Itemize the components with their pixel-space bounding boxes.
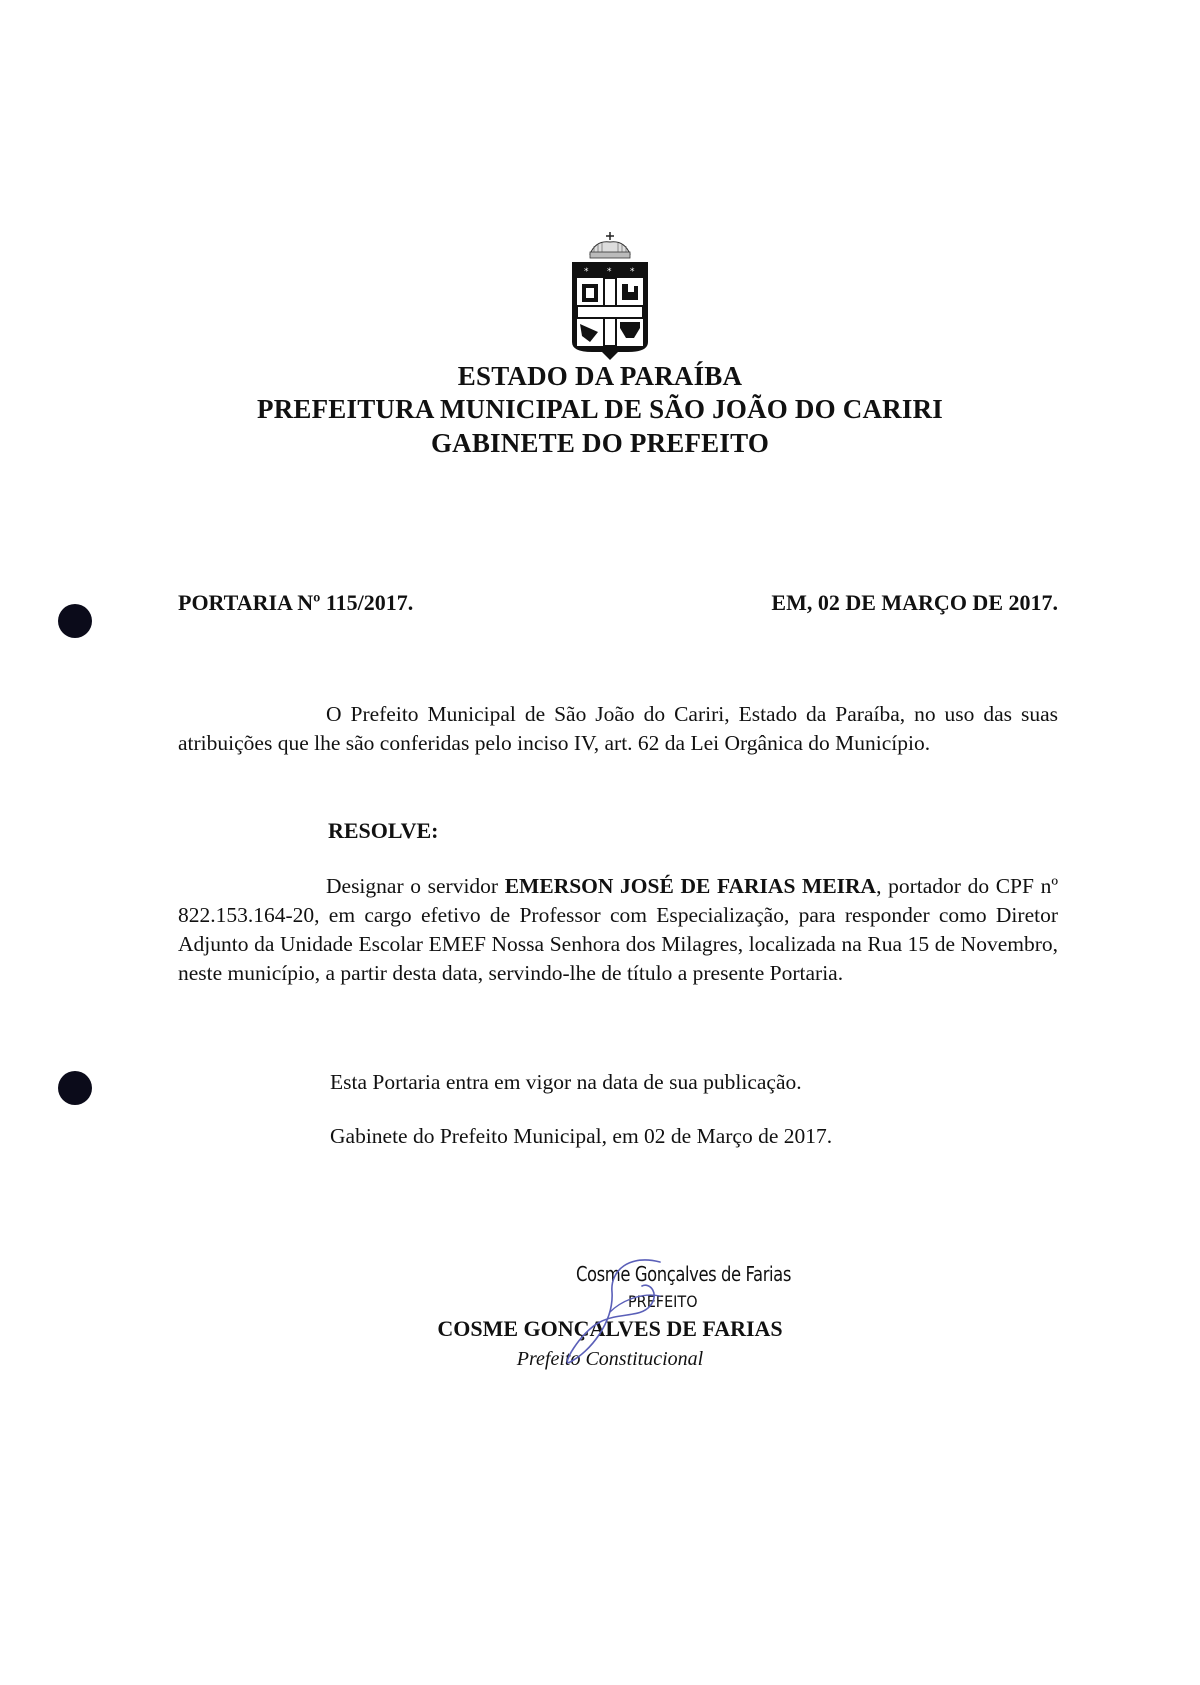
svg-text:*: * [630,267,635,277]
signature-block [400,1262,850,1392]
resolve-heading: RESOLVE: [328,818,439,843]
stamp-name: Cosme Gonçalves de Farias [576,1262,791,1286]
svg-text:*: * [584,267,589,277]
municipal-crest-icon [568,232,652,360]
portaria-number: PORTARIA Nº 115/2017. [178,590,414,615]
svg-text:*: * [607,267,612,277]
signatory-name: COSME GONÇALVES DE FARIAS [437,1316,783,1341]
designated-name: EMERSON JOSÉ DE FARIAS MEIRA [504,874,877,898]
portaria-date: EM, 02 DE MARÇO DE 2017. [771,590,1058,615]
designation-paragraph [178,872,1058,988]
effective-clause: Esta Portaria entra em vigor na data de sua publicação. [330,1070,802,1094]
portaria-header [178,590,1058,624]
place-date-line: Gabinete do Prefeito Municipal, em 02 de Março de 2017. [330,1124,833,1148]
stamp-title: PREFEITO [628,1292,698,1311]
header-municipality: PREFEITURA MUNICIPAL DE SÃO JOÃO DO CARIRI [257,394,943,424]
designation-text: , portador do CPF nº 822.153.164-20, em cargo efetivo de Professor com Especialização, para responder como Diretor Adjunto da Unidade Escolar EMEF Nossa Senhora dos Milagres, localizada na Rua 15 de Novembro, neste município, a partir desta data, servindo-lhe de título a presente Portaria. [178,874,1058,985]
designation-prefix: Designar o servidor [326,874,505,898]
intro-paragraph: O Prefeito Municipal de São João do Cariri, Estado da Paraíba, no uso das suas atribuições que lhe são conferidas pelo inciso IV, art. 62 da Lei Orgânica do Município. [178,702,1058,755]
punch-hole [58,1071,92,1105]
signatory-title: Prefeito Constitucional [516,1348,704,1370]
header-office: GABINETE DO PREFEITO [430,428,770,458]
header-state: ESTADO DA PARAÍBA [457,361,743,391]
punch-hole [58,604,92,638]
